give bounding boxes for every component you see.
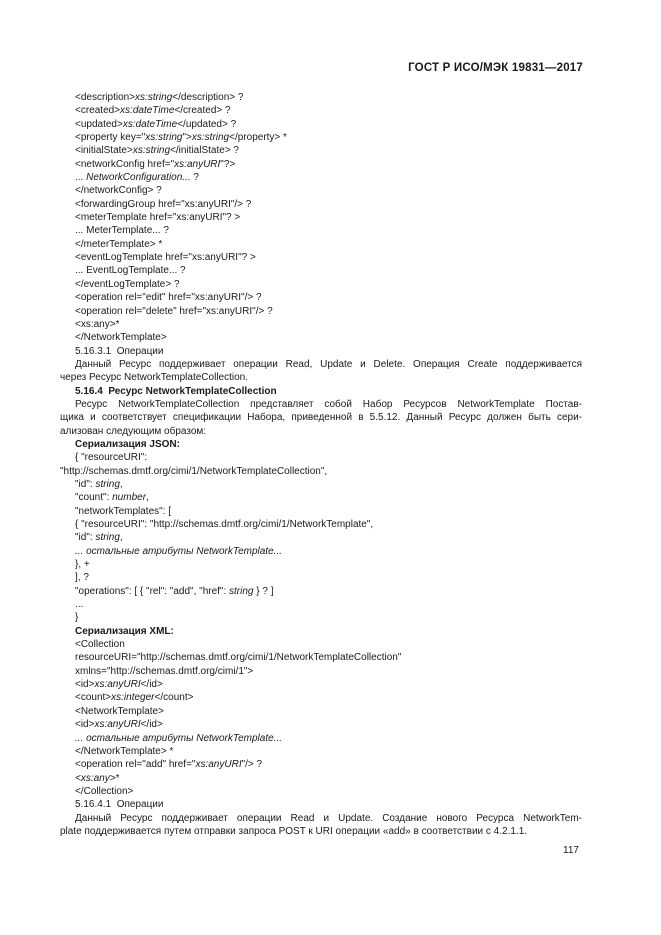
code-line: "networkTemplates": [ [75, 505, 172, 517]
paragraph-line: plate поддерживается путем отправки запроса POST к URI операции «add» в соответствии с 4.2.1.1. [60, 825, 528, 837]
code-line: <count>xs:integer</count> [75, 692, 194, 704]
paragraph-line: через Ресурс NetworkTemplateCollection. [60, 372, 248, 384]
paragraph-line: ализован следующим образом: [60, 425, 207, 437]
code-line: }, + [75, 559, 90, 571]
code-line: { "resourceURI": "http://schemas.dmtf.org/cimi/1/NetworkTemplate", [75, 519, 374, 530]
code-line: ], ? [75, 572, 89, 584]
code-line: <description>xs:string</description> ? [75, 92, 244, 103]
code-line: { "resourceURI": [75, 452, 148, 464]
paragraph-line: Данный Ресурс поддерживает операции Read, Update и Delete. Операция Create поддерживается [75, 358, 582, 370]
paragraph-line: Данный Ресурс поддерживает операции Read и Update. Создание нового Ресурса NetworkTem- [75, 812, 582, 824]
code-line: <property key="xs:string">xs:string</property> * [75, 132, 287, 144]
code-line: </networkConfig> ? [75, 185, 162, 197]
xml-heading: Сериализация XML: [75, 625, 174, 637]
code-line: resourceURI="http://schemas.dmtf.org/cimi/1/NetworkTemplateCollection" [75, 652, 402, 664]
page-number: 117 [563, 845, 579, 856]
code-line: <created>xs:dateTime</created> ? [75, 105, 231, 117]
code-line: <updated>xs:dateTime</updated> ? [75, 118, 237, 130]
code-line: <forwardingGroup href="xs:anyURI"/> ? [75, 198, 252, 210]
code-line: "id": string, [75, 532, 123, 544]
code-line: <id>xs:anyURI</id> [75, 679, 163, 691]
code-line: "http://schemas.dmtf.org/cimi/1/NetworkTemplateCollection", [60, 465, 328, 477]
code-line: <xs:any>* [75, 318, 120, 330]
code-line: "id": string, [75, 478, 123, 490]
code-line: <eventLogTemplate href="xs:anyURI"? > [75, 252, 256, 264]
code-line: xmlns="http://schemas.dmtf.org/cimi/1"> [75, 665, 254, 677]
code-line: <operation rel="add" href="xs:anyURI"/> ? [75, 759, 263, 771]
code-line: </eventLogTemplate> ? [75, 278, 180, 290]
code-line: <operation rel="delete" href="xs:anyURI"/> ? [75, 305, 273, 317]
code-line: <meterTemplate href="xs:anyURI"? > [75, 212, 241, 224]
code-line: ... EventLogTemplate... ? [75, 265, 186, 277]
code-line: "operations": [ { "rel": "add", "href": string } ? ] [75, 585, 274, 597]
section-heading: 5.16.4 Ресурс NetworkTemplateCollection [75, 385, 277, 397]
document-header: ГОСТ Р ИСО/МЭК 19831—2017 [408, 62, 583, 74]
code-line: </NetworkTemplate> [75, 332, 167, 344]
code-line: <xs:any>* [75, 772, 120, 784]
code-line: </meterTemplate> * [75, 238, 163, 250]
code-line: } [75, 612, 79, 624]
paragraph-line: щика и соответствует спецификации Набора, приведенной в 5.5.12. Данный Ресурс должен быть сери- [60, 412, 582, 424]
code-line: <operation rel="edit" href="xs:anyURI"/> ? [75, 292, 262, 304]
code-line: "count": number, [75, 492, 149, 504]
code-line: <initialState>xs:string</initialState> ? [75, 145, 239, 157]
code-line: <id>xs:anyURI</id> [75, 719, 163, 731]
code-line: </NetworkTemplate> * [75, 745, 174, 757]
code-line: <NetworkTemplate> [75, 705, 164, 717]
code-line: <Collection [75, 639, 125, 651]
json-heading: Сериализация JSON: [75, 438, 180, 450]
code-line: ... остальные атрибуты NetworkTemplate... [75, 545, 282, 557]
code-line: ... остальные атрибуты NetworkTemplate... [75, 732, 282, 744]
subsection-heading: 5.16.3.1 Операции [75, 345, 164, 357]
code-line: ... [75, 599, 84, 611]
code-line: <networkConfig href="xs:anyURI"?> [75, 158, 236, 170]
code-line: ... MeterTemplate... ? [75, 225, 169, 237]
paragraph-line: Ресурс NetworkTemplateCollection представляет собой Набор Ресурсов NetworkTemplate Постав- [75, 398, 582, 410]
code-line: </Collection> [75, 785, 134, 797]
code-line: ... NetworkConfiguration... ? [75, 172, 199, 184]
subsection-heading: 5.16.4.1 Операции [75, 799, 164, 811]
page-body [60, 91, 582, 838]
